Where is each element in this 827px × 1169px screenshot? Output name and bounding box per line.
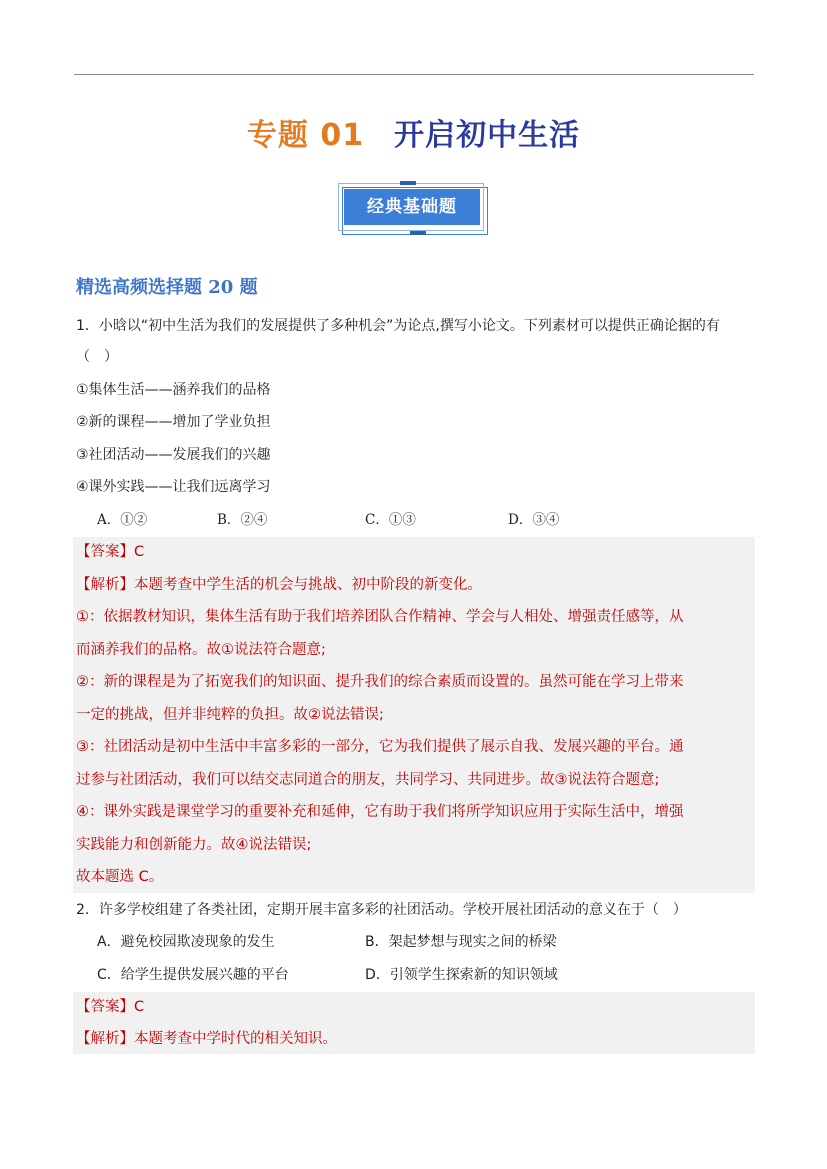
q1-analysis-line10: 故本题选 C。 bbox=[76, 869, 164, 885]
q1-analysis-line8: ④：课外实践是课堂学习的重要补充和延伸，它有助于我们将所学知识应用于实际生活中，增强 bbox=[76, 804, 684, 820]
q1-item-4: ④课外实践——让我们远离学习 bbox=[76, 479, 271, 495]
q2-option-c: C．给学生提供发展兴趣的平台 bbox=[97, 967, 289, 983]
q2-answer: 【答案】C bbox=[76, 999, 145, 1015]
q1-option-b: B．②④ bbox=[217, 512, 268, 528]
q1-analysis-line7: 过参与社团活动，我们可以结交志同道合的朋友，共同学习、共同进步。故③说法符合题意; bbox=[76, 772, 660, 788]
q1-stem-line1: 1．小晗以“初中生活为我们的发展提供了多种机会”为论点,撰写小论文。下列素材可以提供正确论据的有 bbox=[76, 318, 720, 334]
q1-analysis-line9: 实践能力和创新能力。故④说法错误; bbox=[76, 837, 312, 853]
q1-analysis-line4: ②：新的课程是为了拓宽我们的知识面、提升我们的综合素质而设置的。虽然可能在学习上带来 bbox=[76, 674, 684, 690]
q1-analysis-line3: 而涵养我们的品格。故①说法符合题意; bbox=[76, 642, 326, 658]
q2-option-a: A．避免校园欺凌现象的发生 bbox=[97, 934, 275, 950]
page-title bbox=[0, 110, 827, 154]
q1-option-c: C．①③ bbox=[365, 512, 416, 528]
q2-option-d: D．引领学生探索新的知识领域 bbox=[365, 967, 558, 983]
q1-option-a: A．①② bbox=[97, 512, 148, 528]
q1-analysis-line6: ③：社团活动是初中生活中丰富多彩的一部分，它为我们提供了展示自我、发展兴趣的平台。通 bbox=[76, 739, 684, 755]
title-number: 专题 01 bbox=[246, 118, 365, 153]
q1-item-2: ②新的课程——增加了学业负担 bbox=[76, 414, 271, 430]
q1-item-3: ③社团活动——发展我们的兴趣 bbox=[76, 447, 271, 463]
q1-answer: 【答案】C bbox=[76, 544, 145, 560]
q2-option-b: B．架起梦想与现实之间的桥梁 bbox=[365, 934, 557, 950]
badge-corner-top bbox=[400, 181, 416, 185]
title-main: 开启初中生活 bbox=[394, 118, 581, 153]
q2-stem: 2．许多学校组建了各类社团，定期开展丰富多彩的社团活动。学校开展社团活动的意义在于（ ） bbox=[76, 902, 687, 918]
q2-analysis: 【解析】本题考查中学时代的相关知识。 bbox=[76, 1031, 337, 1047]
q1-item-1: ①集体生活——涵养我们的品格 bbox=[76, 382, 271, 398]
header-rule bbox=[74, 74, 754, 75]
q1-analysis-line5: 一定的挑战，但并非纯粹的负担。故②说法错误; bbox=[76, 707, 384, 723]
q1-analysis-line1: 【解析】本题考查中学生活的机会与挑战、初中阶段的新变化。 bbox=[76, 577, 482, 593]
badge-corner-bottom bbox=[410, 231, 426, 235]
q1-stem-line2: （ ） bbox=[76, 349, 118, 365]
badge-label: 经典基础题 bbox=[344, 189, 480, 225]
section-heading: 精选高频选择题 20 题 bbox=[76, 277, 258, 298]
section-badge bbox=[338, 183, 488, 235]
q1-analysis-line2: ①：依据教材知识，集体生活有助于我们培养团队合作精神、学会与人相处、增强责任感等，从 bbox=[76, 609, 684, 625]
q1-option-d: D．③④ bbox=[508, 512, 560, 528]
